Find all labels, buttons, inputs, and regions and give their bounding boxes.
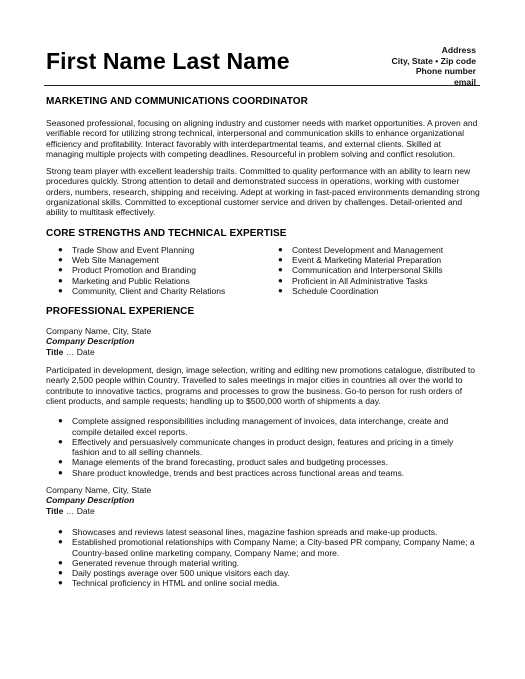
job-1-company: Company Name, City, State <box>46 326 152 337</box>
bullet-icon: ● <box>278 285 283 295</box>
list-item: ● Marketing and Public Relations <box>58 275 190 286</box>
skills-columns <box>46 245 480 296</box>
job-2-title-date <box>46 506 480 516</box>
candidate-name: First Name Last Name <box>46 48 290 74</box>
bullet-icon: ● <box>278 244 283 254</box>
bullet-icon: ● <box>58 265 63 275</box>
list-item: ● Community, Client and Charity Relations <box>58 285 226 296</box>
job-1-title-date <box>46 347 480 357</box>
list-item: ● Proficient in All Administrative Tasks <box>278 275 428 286</box>
bullet-icon: ● <box>58 578 63 588</box>
bullet-icon: ● <box>278 254 283 264</box>
summary-paragraph-2: Strong team player with excellent leadership traits. Committed to quality performance with an ability to learn new procedures quickly. Strong attention to detail and demonstrated success in operations, working with customer orders, numbers, research, shipping and receiving. Adept at working in fast-paced environments demanding strong organizational skills. Committed to exceptional customer service and driven by challenges. Detail-oriented and ability to multitask effectively. <box>46 166 480 218</box>
skills-right-list <box>278 244 482 296</box>
job-1-summary: Participated in development, design, image selection, writing and editing new promotions catalogue, distributed to nearly 2,500 people within Country. Travelled to sales meetings in major cities in countries all over the world to contribute to innovative tactics, programs and processes to grow the business. Go-to person for rush orders of client products, and sample requests; handling up to $500,000 worth of shipments a day. <box>46 365 476 406</box>
experience-section-title: PROFESSIONAL EXPERIENCE <box>46 306 195 318</box>
bullet-icon: ● <box>58 285 63 295</box>
bullet-icon: ● <box>278 265 283 275</box>
contact-block <box>391 45 476 87</box>
bullet-icon: ● <box>278 275 283 285</box>
job-2-date: … Date <box>63 505 95 516</box>
list-item: ● Established promotional relationships with Company Name; a City-based PR company, Company Name; a Country-based online marketing company, Company Name; and more. <box>58 537 475 558</box>
bullet-icon: ● <box>58 254 63 264</box>
address: Address <box>441 45 476 55</box>
list-item: ● Communication and Interpersonal Skills <box>278 265 443 276</box>
bullet-icon: ● <box>58 416 63 426</box>
bullet-icon: ● <box>58 557 63 567</box>
job-1-date: … Date <box>63 346 95 357</box>
resume-body <box>46 95 480 589</box>
bullet-icon: ● <box>58 537 63 547</box>
list-item: ● Share product knowledge, trends and best practices across functional areas and teams. <box>58 467 405 478</box>
list-item: ● Manage elements of the brand forecasting, product sales and budgeting processes. <box>58 457 388 468</box>
job-1-bullets <box>46 416 480 478</box>
list-item: ● Product Promotion and Branding <box>58 265 197 276</box>
objective-title: MARKETING AND COMMUNICATIONS COORDINATOR <box>46 96 308 107</box>
skills-section-title: CORE STRENGTHS AND TECHNICAL EXPERTISE <box>46 227 287 239</box>
list-item: ● Generated revenue through material writing. <box>58 557 240 568</box>
skills-left-list <box>58 244 292 296</box>
email: email <box>454 76 476 87</box>
bullet-icon: ● <box>58 526 63 536</box>
list-item: ● Showcases and reviews latest seasonal lines, magazine fashion spreads and make-up products. <box>58 526 438 537</box>
bullet-icon: ● <box>58 467 63 477</box>
list-item: ● Technical proficiency in HTML and online social media. <box>58 578 280 589</box>
job-1-title: Title <box>46 346 64 357</box>
phone-number: Phone number <box>415 66 476 77</box>
header-divider <box>44 85 480 86</box>
list-item: ● Schedule Coordination <box>278 285 379 296</box>
list-item: ● Trade Show and Event Planning <box>58 244 195 255</box>
city-state-zip: City, State • Zip code <box>391 55 476 66</box>
list-item: ● Daily postings average over 500 unique visitors each day. <box>58 568 290 579</box>
bullet-icon: ● <box>58 457 63 467</box>
bullet-icon: ● <box>58 568 63 578</box>
job-2-description: Company Description <box>46 495 135 506</box>
list-item: ● Effectively and persuasively communicate changes in product design, features and pricing in a timely fashion and to all selling channels. <box>58 436 454 458</box>
job-2-bullets <box>46 527 480 589</box>
list-item: ● Contest Development and Management <box>278 244 444 255</box>
bullet-icon: ● <box>58 436 63 446</box>
summary-paragraph-1: Seasoned professional, focusing on aligning industry and customer needs with market opportunities. A proven and verifiable record for utilizing strong technical, interpersonal and communication skills to enhance organizational efficiency and profitability. Interact favorably with interdepartmental teams, and external clients. Skilled at managing multiple projects with competing deadlines. Resourceful in problem solving and conflict resolution. <box>46 118 478 159</box>
list-item: ● Event & Marketing Material Preparation <box>278 254 442 265</box>
job-2-title: Title <box>46 505 64 516</box>
bullet-icon: ● <box>58 275 63 285</box>
list-item: ● Web Site Management <box>58 254 159 265</box>
job-1-description: Company Description <box>46 336 135 347</box>
job-2-company: Company Name, City, State <box>46 485 152 496</box>
list-item: ● Complete assigned responsibilities including management of invoices, data interchange, create and compile detailed excel reports. <box>58 416 449 437</box>
bullet-icon: ● <box>58 244 63 254</box>
